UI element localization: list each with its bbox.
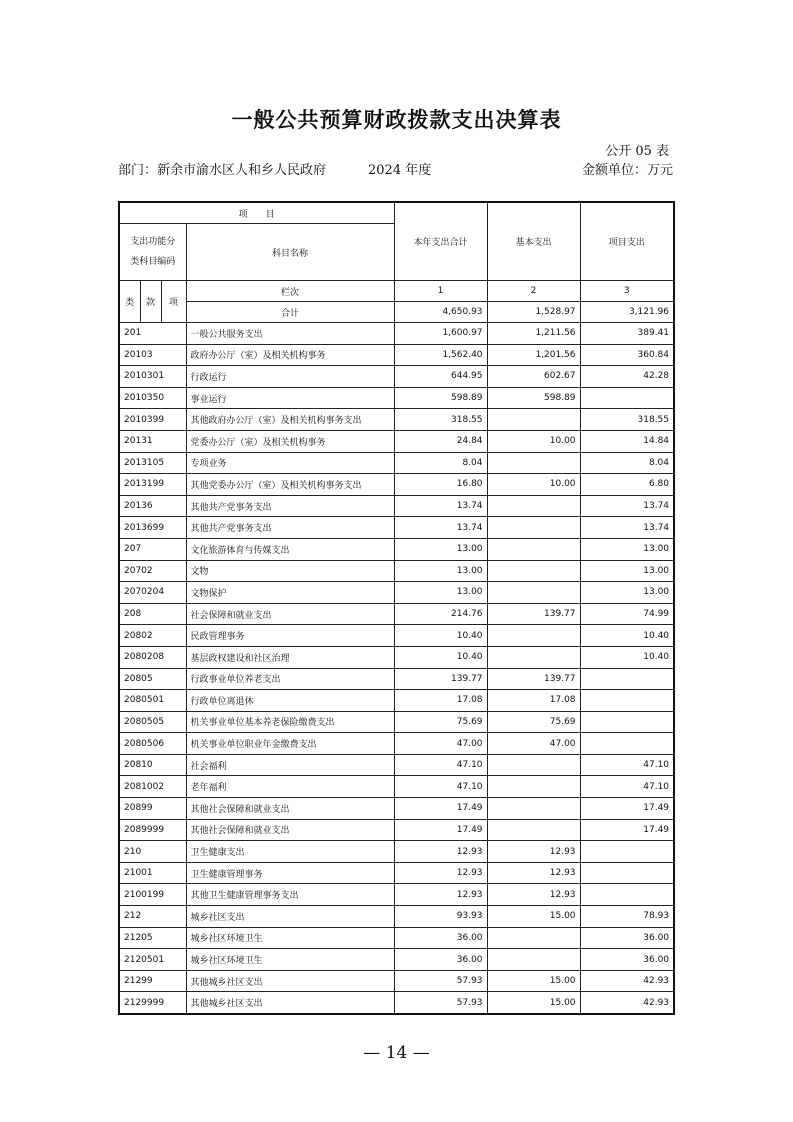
row-total: 644.95 [394,366,487,388]
table-row [119,409,674,431]
row-subject-name: 行政单位离退休 [186,690,394,712]
row-subject-name: 文化旅游体育与传媒支出 [186,538,394,560]
table-row [119,603,674,625]
table-row [119,927,674,949]
table-row [119,798,674,820]
row-project: 17.49 [580,798,674,820]
row-total: 17.49 [394,819,487,841]
row-project [580,862,674,884]
row-project [580,884,674,906]
header-basic: 基本支出 [487,202,580,281]
row-basic: 47.00 [487,733,580,755]
table-row [119,344,674,366]
header-lanci: 栏次 [186,281,394,302]
table-row [119,517,674,539]
row-project: 10.40 [580,646,674,668]
row-subject-name: 老年福利 [186,776,394,798]
row-code: 2089999 [119,819,186,841]
page-title: 一般公共预算财政拨款支出决算表 [231,107,562,132]
row-subject-name: 其他党委办公厅（室）及相关机构事务支出 [186,474,394,496]
table-row [119,819,674,841]
row-project [580,387,674,409]
table-row [119,366,674,388]
row-subject-name: 其他共产党事务支出 [186,495,394,517]
row-total: 17.49 [394,798,487,820]
row-project: 14.84 [580,430,674,452]
row-total: 36.00 [394,949,487,971]
row-basic [487,927,580,949]
row-total: 1,562.40 [394,344,487,366]
row-total: 12.93 [394,841,487,863]
table-row [119,387,674,409]
table-row [119,668,674,690]
row-total: 17.08 [394,690,487,712]
row-basic: 15.00 [487,906,580,928]
row-project: 17.49 [580,819,674,841]
row-total: 75.69 [394,711,487,733]
row-basic: 598.89 [487,387,580,409]
total-row-project: 3,121.96 [580,302,674,323]
row-subject-name: 社会保障和就业支出 [186,603,394,625]
row-subject-name: 其他社会保障和就业支出 [186,819,394,841]
row-code: 20899 [119,798,186,820]
row-project [580,668,674,690]
row-project: 13.74 [580,495,674,517]
row-subject-name: 机关事业单位基本养老保险缴费支出 [186,711,394,733]
row-code: 2013699 [119,517,186,539]
row-subject-name: 基层政权建设和社区治理 [186,646,394,668]
row-subject-name: 城乡社区环境卫生 [186,949,394,971]
table-row [119,495,674,517]
table-row [119,646,674,668]
row-code: 2010301 [119,366,186,388]
table-row [119,323,674,345]
row-basic: 10.00 [487,474,580,496]
header-xiang: 项 [161,281,186,323]
header-col1: 1 [394,281,487,302]
table-row [119,949,674,971]
table-row [119,776,674,798]
row-basic [487,538,580,560]
row-code: 20802 [119,625,186,647]
row-total: 1,600.97 [394,323,487,345]
row-basic [487,819,580,841]
table-row [119,754,674,776]
row-code: 2080506 [119,733,186,755]
row-subject-name: 其他共产党事务支出 [186,517,394,539]
page-number: — 14 — [363,1043,430,1063]
table-row [119,582,674,604]
row-code: 20810 [119,754,186,776]
row-project: 6.80 [580,474,674,496]
row-basic [487,452,580,474]
row-project: 42.93 [580,970,674,992]
row-code: 2010350 [119,387,186,409]
row-basic [487,517,580,539]
row-basic: 15.00 [487,970,580,992]
header-total: 本年支出合计 [394,202,487,281]
row-subject-name: 城乡社区支出 [186,906,394,928]
total-row-basic: 1,528.97 [487,302,580,323]
row-total: 139.77 [394,668,487,690]
total-row-total: 4,650.93 [394,302,487,323]
row-total: 47.00 [394,733,487,755]
row-basic [487,495,580,517]
row-subject-name: 城乡社区环境卫生 [186,927,394,949]
row-project: 42.28 [580,366,674,388]
row-total: 214.76 [394,603,487,625]
row-basic [487,560,580,582]
row-basic: 12.93 [487,862,580,884]
row-total: 57.93 [394,992,487,1014]
row-subject-name: 政府办公厅（室）及相关机构事务 [186,344,394,366]
row-code: 2080208 [119,646,186,668]
row-basic [487,798,580,820]
row-project [580,711,674,733]
table-row [119,841,674,863]
header-col2: 2 [487,281,580,302]
row-code: 212 [119,906,186,928]
row-total: 598.89 [394,387,487,409]
table-row [119,474,674,496]
row-project: 47.10 [580,754,674,776]
row-basic: 1,201.56 [487,344,580,366]
row-code: 20103 [119,344,186,366]
row-basic: 1,211.56 [487,323,580,345]
row-subject-name: 其他卫生健康管理事务支出 [186,884,394,906]
row-basic: 139.77 [487,603,580,625]
row-subject-name: 一般公共服务支出 [186,323,394,345]
row-subject-name: 卫生健康支出 [186,841,394,863]
row-total: 8.04 [394,452,487,474]
row-basic: 12.93 [487,841,580,863]
table-row [119,560,674,582]
table-row [119,711,674,733]
row-project: 13.00 [580,582,674,604]
row-total: 13.00 [394,560,487,582]
row-basic [487,625,580,647]
header-project: 项 目 [119,202,394,224]
row-code: 201 [119,323,186,345]
row-subject-name: 党委办公厅（室）及相关机构事务 [186,430,394,452]
row-basic [487,582,580,604]
row-project: 10.40 [580,625,674,647]
table-row [119,992,674,1014]
department-label: 部门：新余市渝水区人和乡人民政府 [118,163,327,178]
row-basic: 12.93 [487,884,580,906]
table-row [119,884,674,906]
table-row [119,906,674,928]
table-row [119,625,674,647]
row-subject-name: 事业运行 [186,387,394,409]
row-basic: 17.08 [487,690,580,712]
amount-unit: 金额单位：万元 [581,163,673,178]
table-row [119,862,674,884]
row-code: 2070204 [119,582,186,604]
row-project [580,841,674,863]
header-lei: 类 [119,281,140,323]
row-basic: 139.77 [487,668,580,690]
row-project: 36.00 [580,949,674,971]
row-total: 24.84 [394,430,487,452]
row-project: 13.00 [580,560,674,582]
row-project [580,690,674,712]
row-subject-name: 文物保护 [186,582,394,604]
row-project: 389.41 [580,323,674,345]
row-total: 47.10 [394,754,487,776]
row-project: 42.93 [580,992,674,1014]
row-project: 74.99 [580,603,674,625]
row-total: 36.00 [394,927,487,949]
table-row [119,690,674,712]
row-code: 20805 [119,668,186,690]
row-code: 2013105 [119,452,186,474]
row-project: 318.55 [580,409,674,431]
row-code: 2100199 [119,884,186,906]
row-code: 21299 [119,970,186,992]
row-subject-name: 行政运行 [186,366,394,388]
form-number: 公开 05 表 [605,144,669,159]
header-kuan: 款 [140,281,161,323]
row-basic: 10.00 [487,430,580,452]
row-subject-name: 其他政府办公厅（室）及相关机构事务支出 [186,409,394,431]
header-subject-name: 科目名称 [186,224,394,281]
row-project: 36.00 [580,927,674,949]
row-code: 20136 [119,495,186,517]
row-code: 2013199 [119,474,186,496]
row-code: 208 [119,603,186,625]
row-code: 2080501 [119,690,186,712]
row-code: 20702 [119,560,186,582]
row-basic [487,949,580,971]
row-subject-name: 卫生健康管理事务 [186,862,394,884]
row-total: 318.55 [394,409,487,431]
total-row-label: 合计 [186,302,394,323]
row-subject-name: 专项业务 [186,452,394,474]
row-code: 2129999 [119,992,186,1014]
row-subject-name: 其他社会保障和就业支出 [186,798,394,820]
row-subject-name: 社会福利 [186,754,394,776]
row-code: 210 [119,841,186,863]
row-total: 13.74 [394,517,487,539]
row-subject-name: 民政管理事务 [186,625,394,647]
table-row [119,970,674,992]
row-total: 12.93 [394,862,487,884]
row-subject-name: 文物 [186,560,394,582]
row-total: 47.10 [394,776,487,798]
row-project: 8.04 [580,452,674,474]
header-func-code: 支出功能分类科目编码 [119,224,186,281]
row-basic [487,646,580,668]
table-row [119,430,674,452]
row-basic: 602.67 [487,366,580,388]
row-code: 21001 [119,862,186,884]
row-total: 16.80 [394,474,487,496]
row-total: 10.40 [394,646,487,668]
row-code: 20131 [119,430,186,452]
expenditure-table [118,201,675,1015]
row-subject-name: 其他城乡社区支出 [186,970,394,992]
row-project [580,733,674,755]
row-total: 10.40 [394,625,487,647]
row-total: 13.74 [394,495,487,517]
fiscal-year: 2024 年度 [368,163,432,178]
row-code: 2120501 [119,949,186,971]
row-project: 13.00 [580,538,674,560]
row-basic [487,409,580,431]
row-total: 12.93 [394,884,487,906]
row-project: 47.10 [580,776,674,798]
row-total: 57.93 [394,970,487,992]
row-basic [487,754,580,776]
table-row [119,538,674,560]
table-row [119,452,674,474]
row-code: 2010399 [119,409,186,431]
row-code: 21205 [119,927,186,949]
row-basic: 15.00 [487,992,580,1014]
header-col3: 3 [580,281,674,302]
row-subject-name: 行政事业单位养老支出 [186,668,394,690]
row-total: 13.00 [394,538,487,560]
table-row [119,733,674,755]
header-project-expense: 项目支出 [580,202,674,281]
row-code: 207 [119,538,186,560]
row-subject-name: 其他城乡社区支出 [186,992,394,1014]
row-total: 93.93 [394,906,487,928]
row-project: 360.84 [580,344,674,366]
row-basic [487,776,580,798]
row-project: 13.74 [580,517,674,539]
row-project: 78.93 [580,906,674,928]
row-code: 2081002 [119,776,186,798]
row-subject-name: 机关事业单位职业年金缴费支出 [186,733,394,755]
row-basic: 75.69 [487,711,580,733]
row-code: 2080505 [119,711,186,733]
row-total: 13.00 [394,582,487,604]
